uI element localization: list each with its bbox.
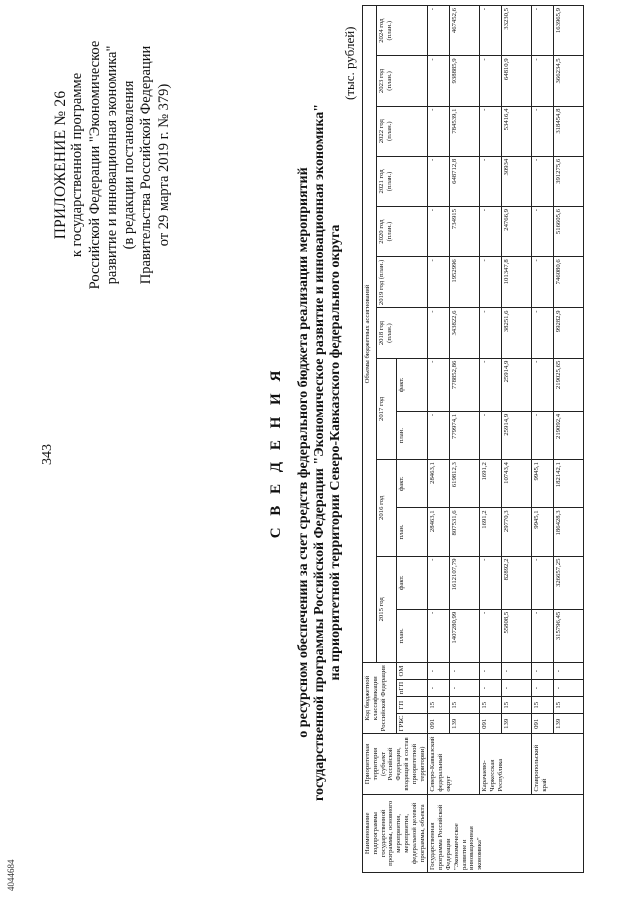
header-year-2018: 2018 год (план.) [377,308,428,358]
value-cell: - [480,308,502,358]
grbs-cell: 091 [480,714,502,734]
value-cell: - [532,56,554,106]
value-cell: 55808,5 [502,609,532,662]
value-cell: 1691,2 [480,508,502,556]
value-cell: - [532,106,554,156]
value-cell: - [480,556,502,609]
value-cell: - [532,308,554,358]
value-cell: - [428,106,450,156]
value-cell: 9945,1 [532,460,554,508]
value-cell: 163965,9 [554,6,584,56]
value-cell: - [428,308,450,358]
value-cell: 807531,6 [450,508,480,556]
resource-table [362,5,584,873]
territory-cell: Северо-Кавказский федеральный округ [428,734,480,794]
header-year-2019: 2019 год (план.) [377,257,428,308]
value-cell: 10743,4 [502,460,532,508]
gp-cell: 15 [554,697,584,714]
value-cell: - [428,411,450,459]
grbs-cell: 139 [554,714,584,734]
value-cell: 101347,8 [502,257,532,308]
value-cell: 516605,6 [554,207,584,257]
document-id: 4044684 [6,859,16,891]
value-cell: - [480,257,502,308]
value-cell: 99282,9 [554,308,584,358]
gp-cell: 15 [532,697,554,714]
header-year-2024: 2024 год (план.) [377,6,428,56]
header-year-2021: 2021 год (план.) [377,156,428,206]
header-plan: план. [396,411,428,459]
header-om: ОМ [396,663,428,680]
value-cell: 315796,45 [554,609,584,662]
table-row [480,6,502,873]
value-cell: - [428,556,450,609]
value-cell: 746080,6 [554,257,584,308]
value-cell: 38251,6 [502,308,532,358]
om-cell: - [480,663,502,680]
value-cell: - [480,106,502,156]
value-cell: 182142,1 [554,460,584,508]
value-cell: 30934 [502,156,532,206]
value-cell: 186428,3 [554,508,584,556]
gp-cell: 15 [450,697,480,714]
value-cell: 28463,1 [428,508,450,556]
value-cell: 366234,5 [554,56,584,106]
appendix-block [52,15,173,315]
value-cell: - [532,556,554,609]
gp-cell: 15 [502,697,532,714]
header-territory: Приоритетная территория (субъект Российской Федерации, входящий в состав приоритетной территории) [363,734,428,794]
program-name: Государственная программа Российской Федерации "Экономическое развитие и инновационная экономика" [428,794,584,872]
table-row [428,6,450,873]
header-fact: факт. [396,556,428,609]
value-cell: 53416,4 [502,106,532,156]
pgp-cell: - [554,680,584,697]
grbs-cell: 139 [450,714,480,734]
value-cell: - [532,411,554,459]
value-cell: - [428,156,450,206]
value-cell: - [480,609,502,662]
appendix-line: развитие и инновационная экономика" [103,45,120,285]
territory-cell: Ставропольский край [532,734,584,794]
header-fact: факт. [396,358,428,411]
value-cell: - [428,56,450,106]
value-cell: - [480,56,502,106]
value-cell: 778852,86 [450,358,480,411]
value-cell: 33230,5 [502,6,532,56]
header-year-2020: 2020 год (план.) [377,207,428,257]
header-year-2017: 2017 год [377,358,397,459]
value-cell: - [428,358,450,411]
appendix-title: ПРИЛОЖЕНИЕ № 26 [52,90,69,240]
om-cell: - [532,663,554,680]
territory-cell: Карачаево-Черкесская Республика [480,734,532,794]
om-cell: - [502,663,532,680]
value-cell: 24766,9 [502,207,532,257]
value-cell: - [532,6,554,56]
value-cell: 9945,1 [532,508,554,556]
om-cell: - [450,663,480,680]
header-grbs: ГРБС [396,714,428,734]
value-cell: 28463,1 [428,460,450,508]
value-cell: - [428,609,450,662]
header-plan: план. [396,609,428,662]
value-cell: - [532,156,554,206]
header-code: Код бюджетной классификации Российской Федерации [363,663,397,734]
gp-cell: 15 [428,697,450,714]
value-cell: 25914,9 [502,358,532,411]
grbs-cell: 091 [428,714,450,734]
pgp-cell: - [502,680,532,697]
value-cell: - [532,207,554,257]
value-cell: - [532,609,554,662]
value-cell: 64810,9 [502,56,532,106]
value-cell: 619812,3 [450,460,480,508]
title-line: на приоритетной территории Северо-Кавказского федерального округа [328,224,343,681]
value-cell: - [480,411,502,459]
value-cell: 391275,6 [554,156,584,206]
value-cell: - [428,257,450,308]
pgp-cell: - [428,680,450,697]
value-cell: - [532,358,554,411]
value-cell: 938885,9 [450,56,480,106]
value-cell: 29770,3 [502,508,532,556]
header-year-2023: 2023 год (план.) [377,56,428,106]
value-cell: 219025,65 [554,358,584,411]
page-number: 343 [40,444,55,465]
value-cell: 1612107,79 [450,556,480,609]
header-plan: план. [396,508,428,556]
value-cell: 1691,2 [480,460,502,508]
value-cell: - [480,6,502,56]
value-cell: - [428,207,450,257]
appendix-line: Российской Федерации "Экономическое [86,40,103,290]
value-cell: 326657,25 [554,556,584,609]
value-cell: 734915 [450,207,480,257]
table-row [532,6,554,873]
pgp-cell: - [532,680,554,697]
value-cell: - [532,257,554,308]
value-cell: 82892,2 [502,556,532,609]
value-cell: 219092,4 [554,411,584,459]
value-cell: - [480,156,502,206]
header-pgp: пГП [396,680,428,697]
value-cell: - [428,6,450,56]
value-cell: 318454,8 [554,106,584,156]
title-line: о ресурсном обеспечении за счет средств федерального бюджета реализации мероприятий [296,167,311,738]
document-title [268,40,344,865]
appendix-line: (в редакции постановления [121,80,138,250]
value-cell: 648712,8 [450,156,480,206]
title-line: государственной программы Российской Федерации "Экономическое развитие и инновационная экономика" [312,104,327,801]
pgp-cell: - [450,680,480,697]
header-name: Наименование подпрограммы государственной программы, основного мероприятия, мероприятия, федеральной целевой программы, объекта [363,794,428,872]
value-cell: - [480,207,502,257]
gp-cell: 15 [480,697,502,714]
table-body [428,6,584,873]
value-cell: 1952996 [450,257,480,308]
grbs-cell: 139 [502,714,532,734]
header-gp: ГП [396,697,428,714]
appendix-line: от 29 марта 2019 г. № 379) [155,83,172,247]
header-year-2015: 2015 год [377,556,397,662]
header-year-2016: 2016 год [377,460,397,556]
header-year-2022: 2022 год (план.) [377,106,428,156]
grbs-cell: 091 [532,714,554,734]
appendix-line: Правительства Российской Федерации [138,45,155,285]
value-cell: 779974,1 [450,411,480,459]
value-cell: 784539,1 [450,106,480,156]
value-cell: 1407280,99 [450,609,480,662]
title-heading: С В Е Д Е Н И Я [268,366,284,539]
value-cell: 25914,9 [502,411,532,459]
header-fact: факт. [396,460,428,508]
value-cell: - [480,358,502,411]
value-cell: 343822,6 [450,308,480,358]
om-cell: - [428,663,450,680]
om-cell: - [554,663,584,680]
appendix-line: к государственной программе [69,72,86,258]
units-label: (тыс. рублей) [342,26,357,100]
pgp-cell: - [480,680,502,697]
header-volumes: Объемы бюджетных ассигнований [363,6,377,663]
value-cell: 467452,6 [450,6,480,56]
